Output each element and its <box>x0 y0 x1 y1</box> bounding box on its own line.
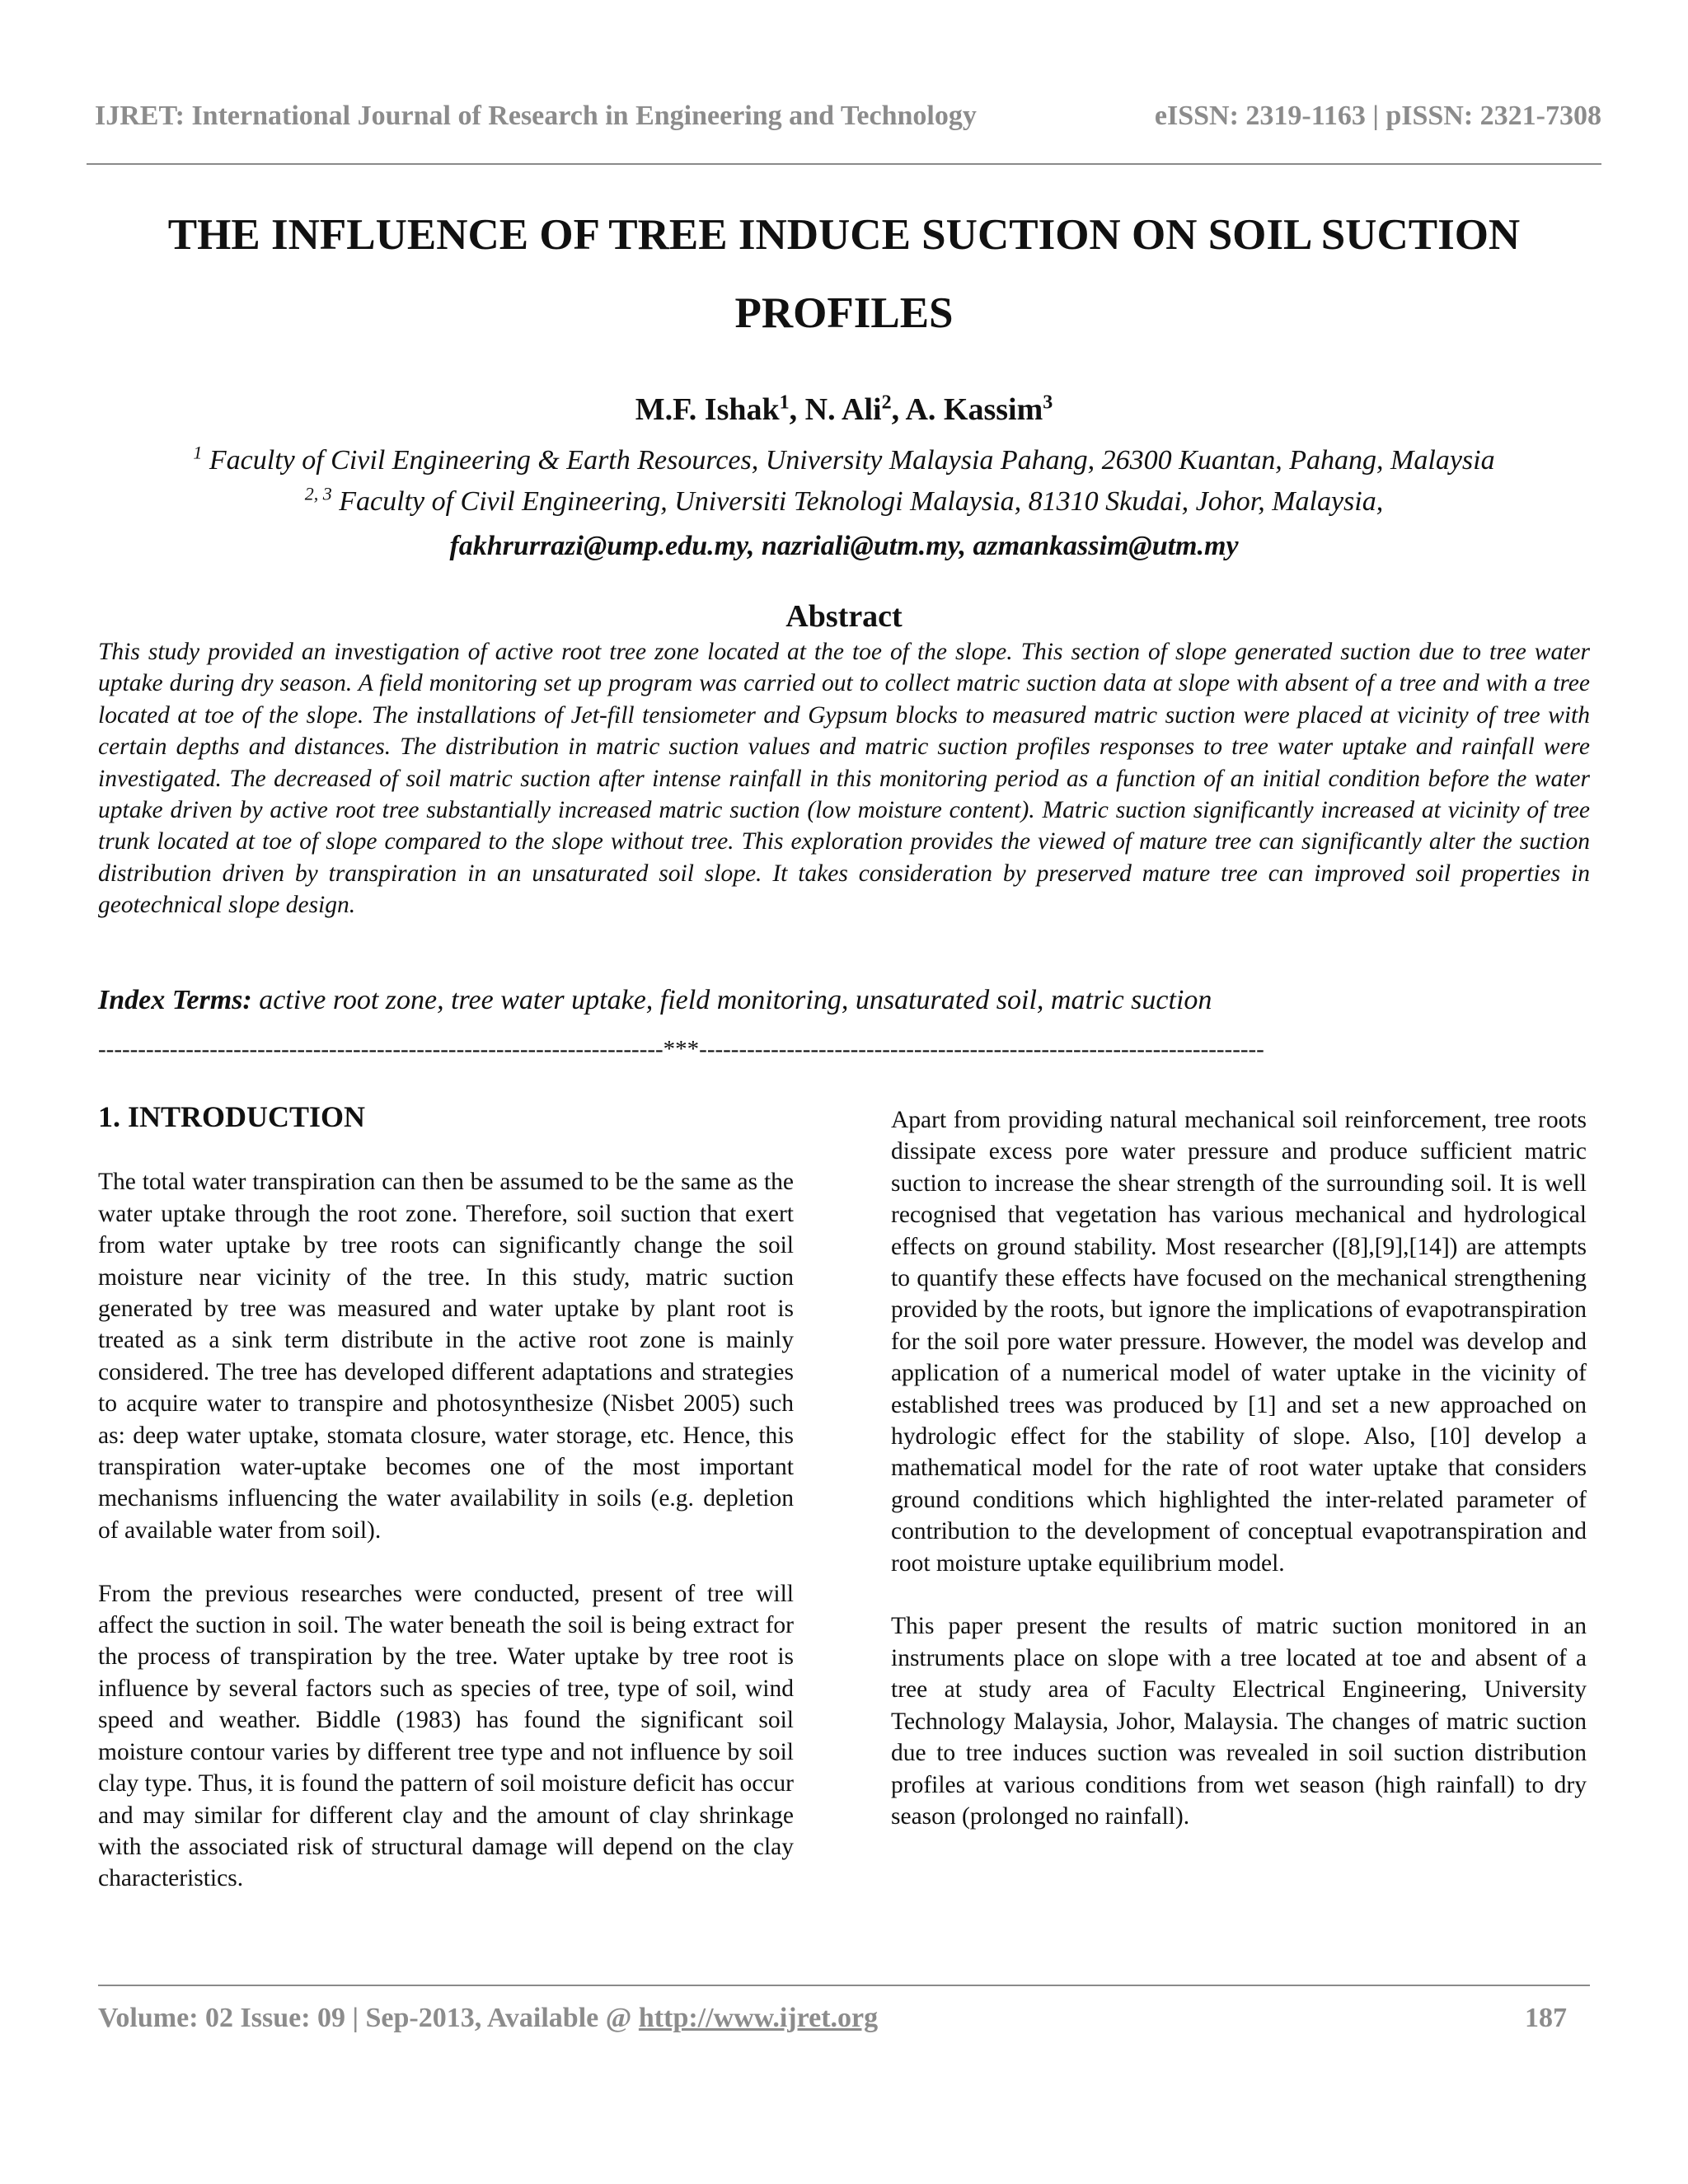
section-separator: -----------------------------------------------------------------------***----------------------------------------------------------------------- <box>98 1036 1264 1062</box>
affiliation-mark: 1 <box>193 442 203 463</box>
body-paragraph: From the previous researches were conducted, present of tree will affect the suction in soil. The water beneath the soil is being extract for the process of transpiration by the tree. Water uptake by tree root is influence by several factors such as species of tree, type of soil, wind speed and weather. Biddle (1983) has found the significant soil moisture contour varies by different tree type and not influence by soil clay type. Thus, it is found the pattern of soil moisture deficit has occur and may similar for different clay and the amount of clay shrinkage with the associated risk of structural damage will depend on the clay characteristics. <box>98 1580 794 1892</box>
author-name: M.F. Ishak <box>635 392 780 427</box>
running-header <box>87 101 1601 134</box>
issn-numbers: eISSN: 2319-1163 | pISSN: 2321-7308 <box>1154 101 1601 131</box>
right-column <box>891 1104 1587 1832</box>
abstract-heading: Abstract <box>785 599 903 634</box>
author-affiliation-mark: 2 <box>881 391 892 414</box>
journal-link[interactable]: http://www.ijret.org <box>638 2003 879 2033</box>
paper-title: THE INFLUENCE OF TREE INDUCE SUCTION ON SOIL SUCTION PROFILES <box>167 211 1521 337</box>
footer-rule <box>98 1985 1590 1986</box>
author-name: N. Ali <box>804 392 882 427</box>
author-separator: , <box>891 392 906 427</box>
affiliation-mark: 2, 3 <box>304 483 332 504</box>
volume-info: Volume: 02 Issue: 09 | Sep-2013, Available @ <box>98 2003 639 2033</box>
body-paragraph: Apart from providing natural mechanical soil reinforcement, tree roots dissipate excess pore water pressure and produce sufficient matric suction to increase the shear strength of the surrounding soil. It is well recognised that vegetation has various mechanical and hydrological effects on ground stability. Most researcher ([8],[9],[14]) are attempts to quantify these effects have focused on the mechanical strengthening provided by the roots, but ignore the implications of evapotranspiration for the soil pore water pressure. However, the model was develop and application of a numerical model of water uptake in the vicinity of established trees was produced by [1] and set a new approached on hydrologic effect for the stability of slope. Also, [10] develop a mathematical model for the rate of root water uptake that considers ground conditions which highlighted the inter-related parameter of contribution to the development of conceptual evapotranspiration and root moisture uptake equilibrium model. <box>891 1107 1587 1577</box>
index-terms <box>98 982 1590 1019</box>
author-name: A. Kassim <box>905 392 1043 427</box>
affiliation-text: Faculty of Civil Engineering & Earth Resources, University Malaysia Pahang, 26300 Kuantan, Pahang, Malaysia <box>209 445 1495 476</box>
journal-name: IJRET: International Journal of Research in Engineering and Technology <box>95 101 977 131</box>
body-paragraph: The total water transpiration can then be assumed to be the same as the water uptake through the root zone. Therefore, soil suction that exert from water uptake by tree roots can significantly change the soil moisture near vicinity of the tree. In this study, matric suction generated by tree was measured and water uptake by plant root is treated as a sink term distribute in the active root zone is mainly considered. The tree has developed different adaptations and strategies to acquire water to transpire and photosynthesize (Nisbet 2005) such as: deep water uptake, stomata closure, water storage, etc. Hence, this transpiration water-uptake becomes one of the most important mechanisms influencing the water availability in soils (e.g. depletion of available water from soil). <box>98 1169 794 1544</box>
author-emails: fakhrurrazi@ump.edu.my, nazriali@utm.my, azmankassim@utm.my <box>449 531 1239 561</box>
index-terms-text: active root zone, tree water uptake, field monitoring, unsaturated soil, matric suction <box>251 985 1212 1015</box>
body-paragraph: This paper present the results of matric suction monitored in an instruments place on slope with a tree located at toe and absent of a tree at study area of Faculty Electrical Engineering, University Technology Malaysia, Johor, Malaysia. The changes of matric suction due to tree induces suction was revealed in soil suction distribution profiles at various conditions from wet season (high rainfall) to dry season (prolonged no rainfall). <box>891 1613 1587 1830</box>
author-separator: , <box>789 392 805 427</box>
author-list <box>87 389 1601 430</box>
left-column <box>98 1099 794 1895</box>
page-number: 187 <box>1525 2003 1567 2033</box>
affiliation-text: Faculty of Civil Engineering, Universiti Teknologi Malaysia, 81310 Skudai, Johor, Malaysia, <box>339 486 1384 517</box>
author-affiliation-mark: 3 <box>1043 391 1053 414</box>
running-footer <box>98 2003 1567 2039</box>
index-terms-label: Index Terms: <box>98 985 252 1015</box>
footer-volume <box>98 2003 878 2034</box>
abstract-text: This study provided an investigation of active root tree zone located at the toe of the slope. This section of slope generated suction due to tree water uptake during dry season. A field monitoring set up program was carried out to collect matric suction data at slope with absent of a tree and with a tree located at toe of the slope. The installations of Jet-fill tensiometer and Gypsum blocks to measured matric suction were placed at vicinity of tree with certain depths and distances. The distribution in matric suction values and matric suction profiles responses to tree water uptake and rainfall were investigated. The decreased of soil matric suction after intense rainfall in this monitoring period as a function of an initial condition before the water uptake driven by active root tree substantially increased matric suction (low moisture content). Matric suction significantly increased at vicinity of tree trunk located at toe of slope compared to the slope without tree. This exploration provides the viewed of mature tree can significantly alter the suction distribution driven by transpiration in an unsaturated soil slope. It takes consideration by preserved mature tree can improved soil properties in geotechnical slope design. <box>98 639 1590 919</box>
affiliation-1 <box>87 442 1601 480</box>
author-affiliation-mark: 1 <box>779 391 790 414</box>
affiliation-2 <box>87 483 1601 521</box>
introduction-heading: 1. INTRODUCTION <box>98 1100 366 1133</box>
header-rule <box>87 163 1601 165</box>
